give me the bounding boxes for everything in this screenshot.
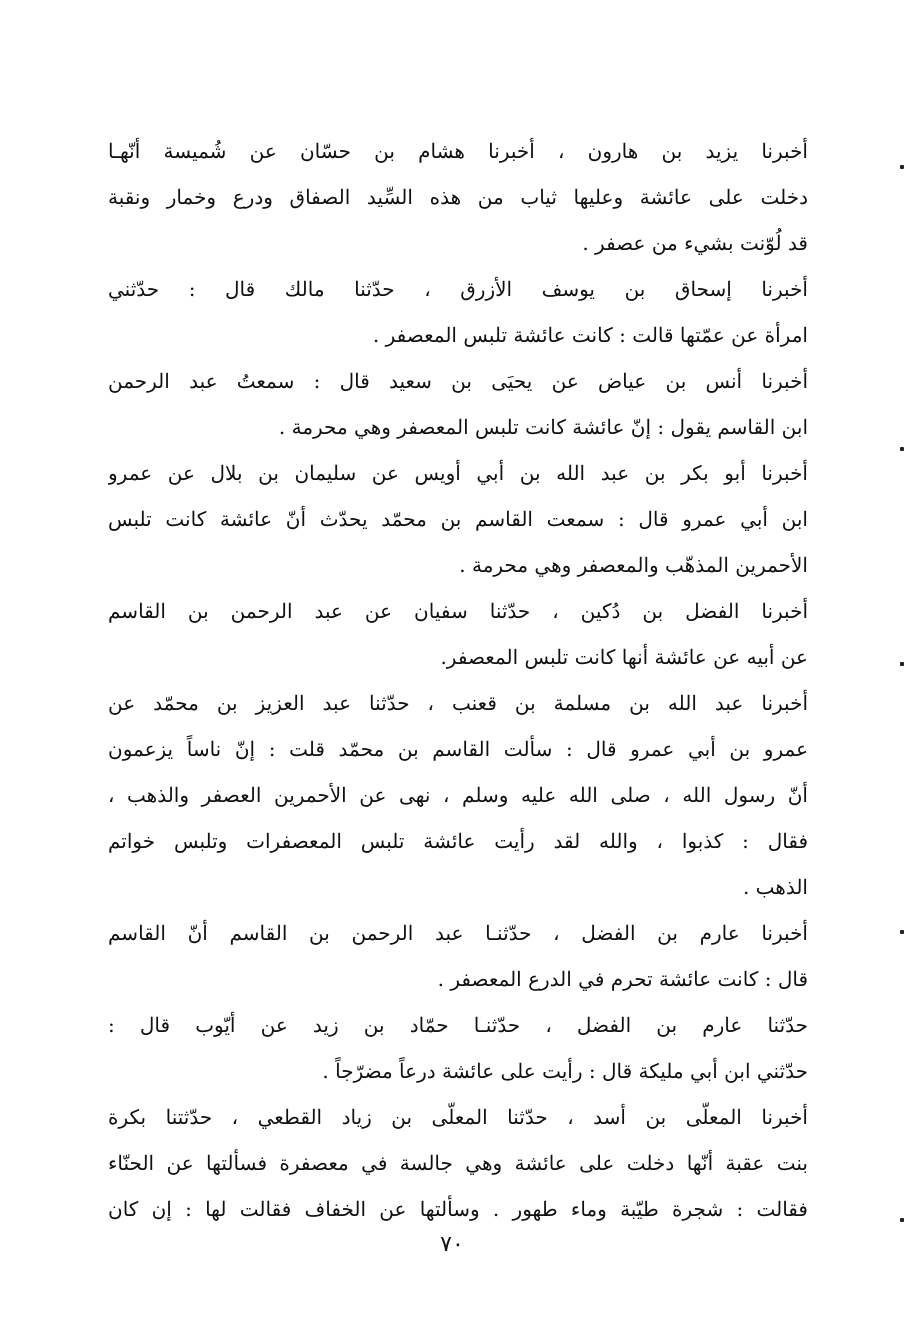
scan-mark — [900, 447, 904, 451]
scan-mark — [900, 930, 904, 934]
text-line-11: أخبرنا الفضل بن دُكين ، حدّثنا سفيان عن عبد الرحمن بن القاسم — [108, 599, 808, 623]
text-line-12: عن أبيه عن عائشة أنها كانت تلبس المعصفر. — [440, 645, 808, 669]
page-number: ٧٠ — [440, 1232, 464, 1257]
text-line-15: أنّ رسول الله ، صلى الله عليه وسلم ، نهى عن الأحمرين العصفر والذهب ، — [108, 783, 808, 807]
scan-mark — [900, 662, 904, 666]
text-line-2: دخلت على عائشة وعليها ثياب من هذه السِّيد الصفاق ودرع وخمار ونقبة — [108, 185, 808, 209]
text-line-19: قال : كانت عائشة تحرم في الدرع المعصفر . — [437, 967, 808, 991]
text-line-7: ابن القاسم يقول : إنّ عائشة كانت تلبس المعصفر وهي محرمة . — [278, 415, 808, 439]
text-line-13: أخبرنا عبد الله بن مسلمة بن قعنب ، حدّثنا عبد العزيز بن محمّد عن — [108, 691, 808, 715]
text-line-4: أخبرنا إسحاق بن يوسف الأزرق ، حدّثنا مالك قال : حدّثني — [108, 277, 808, 301]
text-line-24: فقالت : شجرة طيّبة وماء طهور . وسألتها عن الخفاف فقالت لها : إن كان — [108, 1197, 808, 1221]
text-line-10: الأحمرين المذهّب والمعصفر وهي محرمة . — [459, 553, 808, 577]
text-line-1: أخبرنا يزيد بن هارون ، أخبرنا هشام بن حسّان عن شُميسة أنّهـا — [108, 139, 808, 163]
text-line-14: عمرو بن أبي عمرو قال : سألت القاسم بن محمّد قلت : إنّ ناساً يزعمون — [108, 737, 808, 761]
body-text — [108, 128, 808, 1232]
text-line-9: ابن أبي عمرو قال : سمعت القاسم بن محمّد يحدّث أنّ عائشة كانت تلبس — [108, 507, 808, 531]
text-line-8: أخبرنا أبو بكر بن عبد الله بن أبي أويس عن سليمان بن بلال عن عمرو — [108, 461, 808, 485]
text-line-3: قد لُوّنت بشيء من عصفر . — [582, 231, 808, 255]
text-line-5: امرأة عن عمّتها قالت : كانت عائشة تلبس المعصفر . — [372, 323, 808, 347]
scan-mark — [900, 1218, 904, 1222]
text-line-16: فقال : كذبوا ، والله لقد رأيت عائشة تلبس المعصفرات وتلبس خواتم — [108, 829, 808, 853]
text-line-20: حدّثنا عارم بن الفضل ، حدّثنـا حمّاد بن زيد عن أيّوب قال : — [108, 1013, 808, 1037]
scan-mark — [900, 165, 904, 169]
text-line-22: أخبرنا المعلّى بن أسد ، حدّثنا المعلّى بن زياد القطعي ، حدّثتنا بكرة — [108, 1105, 808, 1129]
text-line-6: أخبرنا أنس بن عياض عن يحيَى بن سعيد قال : سمعتُ عبد الرحمن — [108, 369, 808, 393]
text-line-18: أخبرنا عارم بن الفضل ، حدّثنـا عبد الرحمن بن القاسم أنّ القاسم — [108, 921, 808, 945]
text-line-23: بنت عقبة أنّها دخلت على عائشة وهي جالسة في معصفرة فسألتها عن الحنّاء — [108, 1151, 808, 1175]
text-line-17: الذهب . — [742, 875, 808, 899]
text-line-21: حدّثني ابن أبي مليكة قال : رأيت على عائشة درعاً مضرّجاً . — [322, 1059, 808, 1083]
